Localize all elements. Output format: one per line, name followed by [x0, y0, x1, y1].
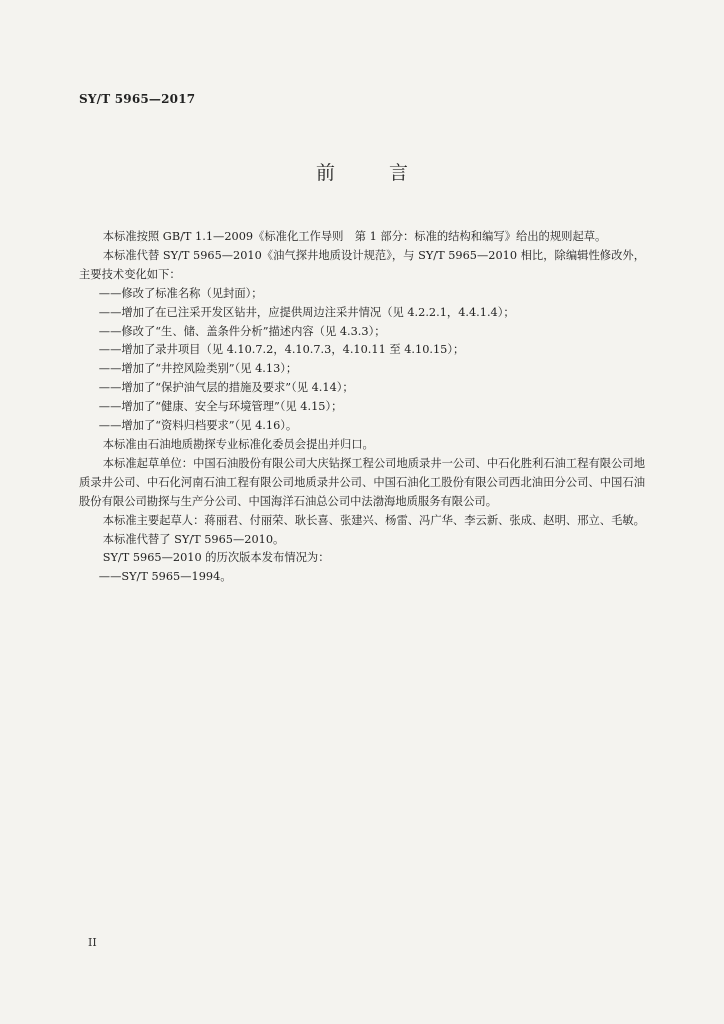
standard-code-header: SY/T 5965—2017 [79, 92, 196, 106]
change-item: ——增加了“资料归档要求”（见 4.16）。 [98, 419, 298, 433]
paragraph-replacement: 本标准代替 SY/T 5965—2010《油气探井地质设计规范》，与 SY/T 5965—2010 相比，除编辑性修改外，主要技术变化如下： [79, 248, 645, 281]
change-item: ——增加了“井控风险类别”（见 4.13）； [98, 362, 298, 376]
paragraph-drafters: 本标准主要起草人：蒋丽君、付丽荣、耿长喜、张建兴、杨雷、冯广华、李云新、张成、赵明、邢立、毛敏。 [102, 513, 645, 527]
paragraph-drafting-units: 本标准起草单位：中国石油股份有限公司大庆钻探工程公司地质录井一公司、中石化胜利石油工程有限公司地质录井公司、中石化河南石油工程有限公司地质录井公司、中国石油化工股份有限公司西北油田分公司、中国石油股份有限公司勘探与生产分公司、中国海洋石油总公司中法渤海地质服务有限公司。 [79, 456, 645, 508]
paragraph-drafting-rule: 本标准按照 GB/T 1.1—2009《标准化工作导则 第 1 部分：标准的结构和编写》给出的规则起草。 [102, 230, 607, 243]
paragraph-supersedes: 本标准代替了 SY/T 5965—2010。 [102, 532, 285, 546]
page-title: 前 言 [315, 162, 433, 184]
change-item: ——修改了标准名称（见封面）； [98, 286, 263, 300]
page-number: II [88, 936, 97, 949]
change-list [79, 285, 645, 436]
change-item: ——修改了“生、储、盖条件分析”描述内容（见 4.3.3）； [98, 324, 386, 338]
document-body [79, 228, 645, 587]
history-item: ——SY/T 5965—1994。 [98, 570, 232, 584]
change-item: ——增加了“健康、安全与环境管理”（见 4.15）； [98, 400, 343, 414]
paragraph-history-intro: SY/T 5965—2010 的历次版本发布情况为： [102, 551, 330, 565]
change-item: ——增加了“保护油气层的措施及要求”（见 4.14）； [98, 381, 354, 395]
paragraph-proposer: 本标准由石油地质勘探专业标准化委员会提出并归口。 [102, 437, 374, 451]
change-item: ——增加了录井项目（见 4.10.7.2，4.10.7.3，4.10.11 至 4.10.15）； [98, 343, 465, 357]
change-item: ——增加了在已注采开发区钻井，应提供周边注采井情况（见 4.2.2.1，4.4.1.4）； [98, 305, 515, 319]
